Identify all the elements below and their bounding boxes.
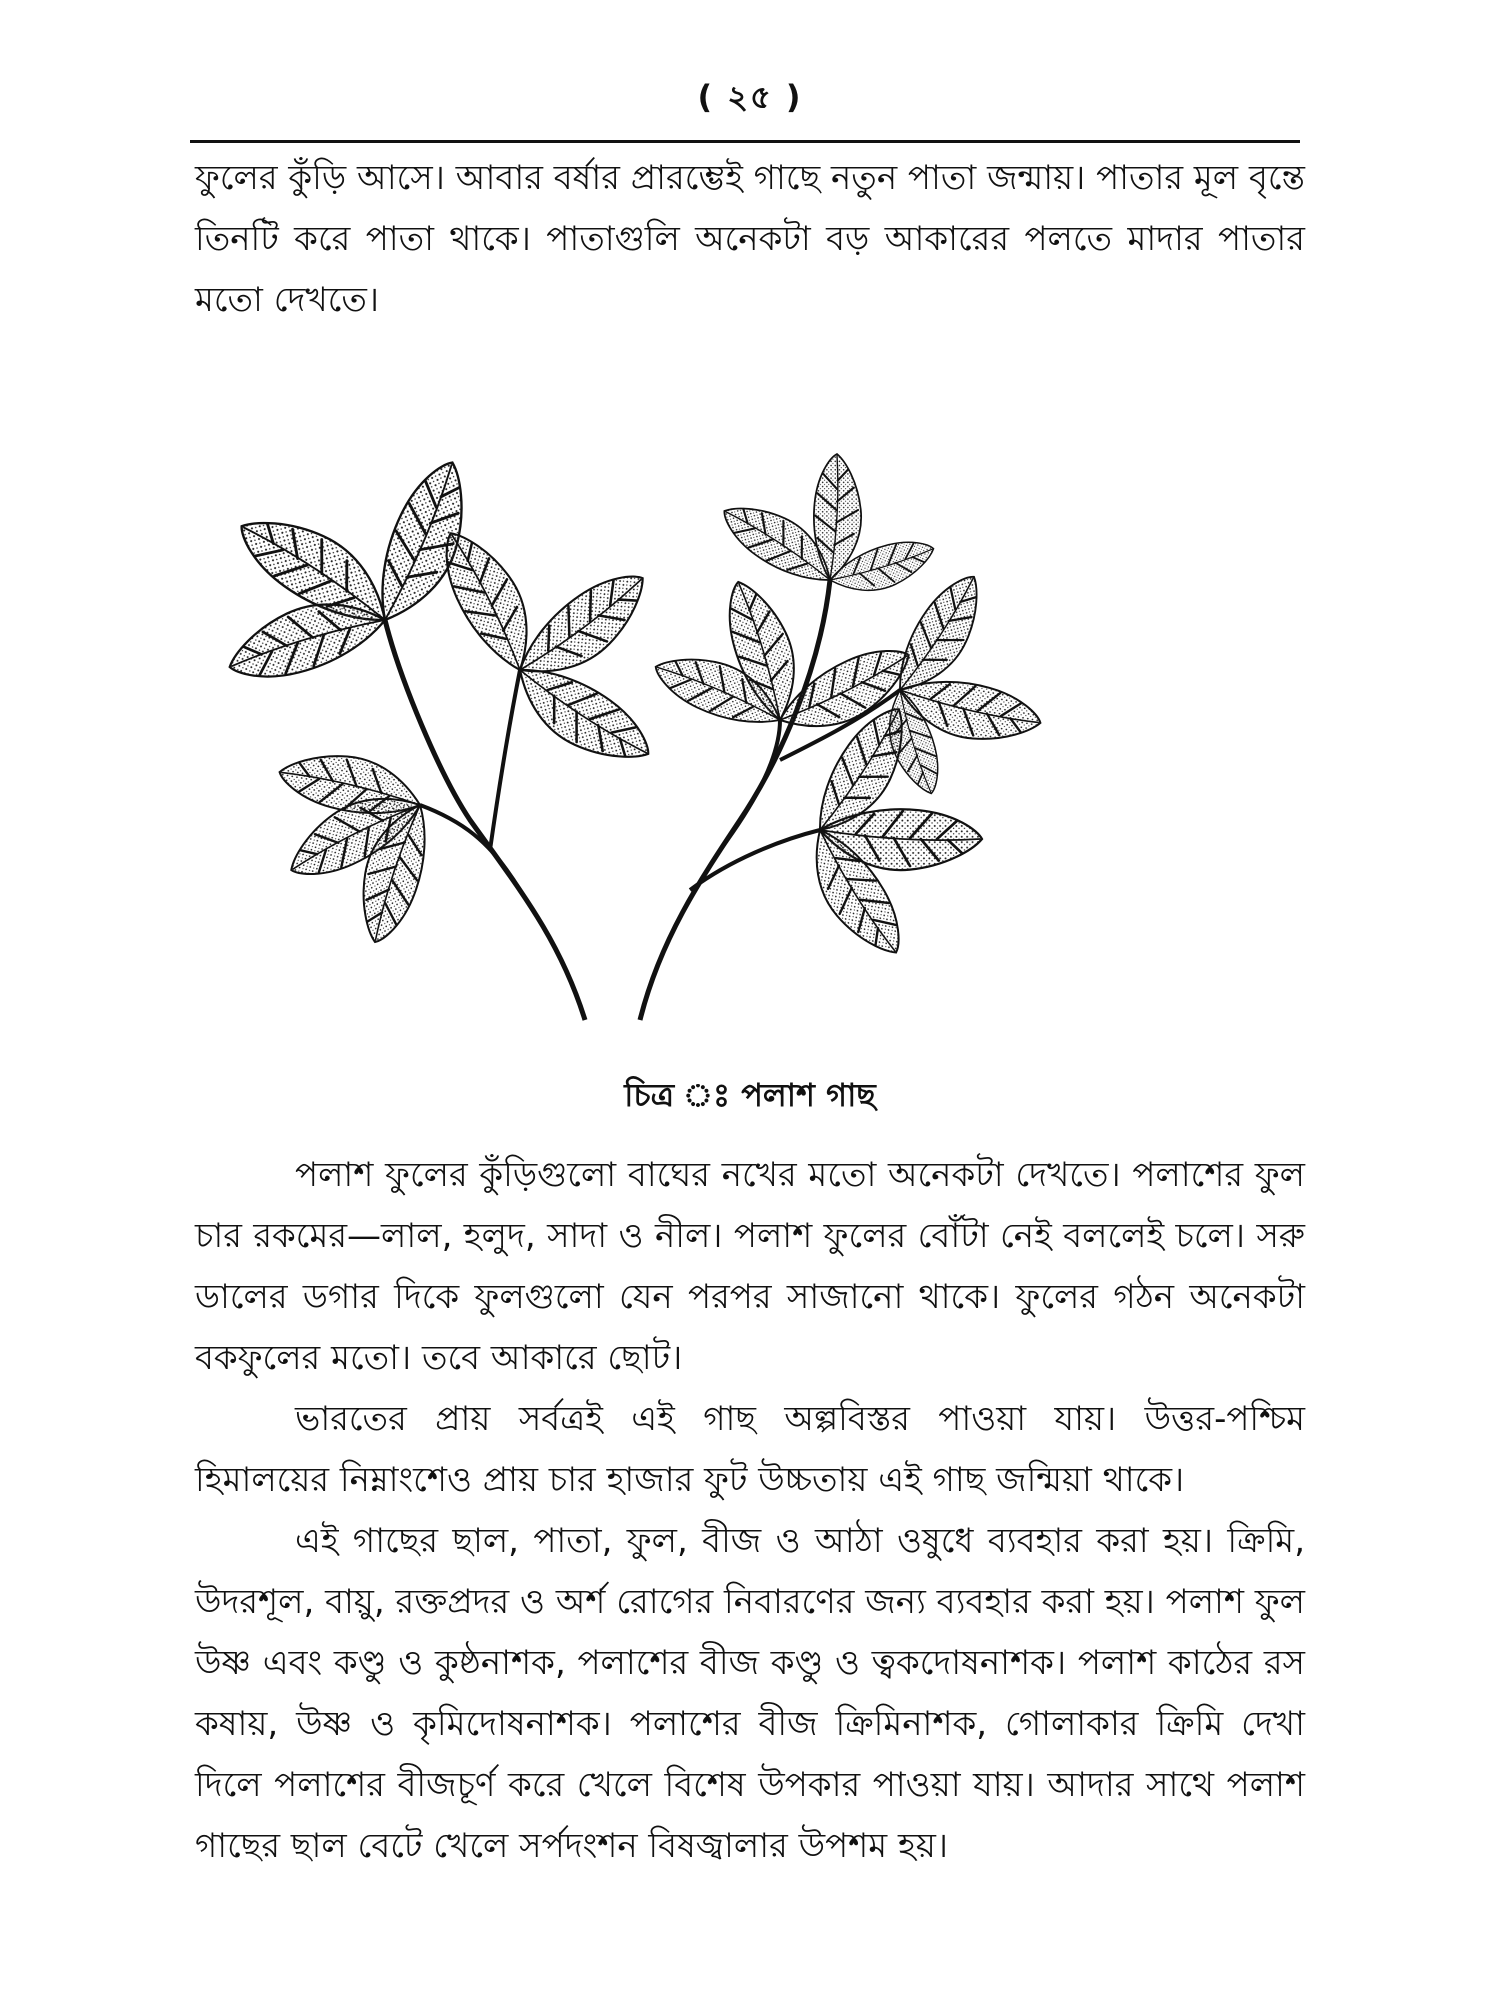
header-rule <box>190 140 1300 143</box>
body-paragraph-flowers: পলাশ ফুলের কুঁড়িগুলো বাঘের নখের মতো অনেকটা দেখতে। পলাশের ফুল চার রকমের—লাল, হলুদ, সাদা ও নীল। পলাশ ফুলের বোঁটা নেই বললেই চলে। সরু ডালের ডগার দিকে ফুলগুলো যেন পরপর সাজানো থাকে। ফুলের গঠন অনেকটা বকফুলের মতো। তবে আকারে ছোট। <box>195 1155 1305 1378</box>
body-paragraph-distribution: ভারতের প্রায় সর্বত্রই এই গাছ অল্পবিস্তর পাওয়া যায়। উত্তর-পশ্চিম হিমালয়ের নিম্নাংশেও প্রায় চার হাজার ফুট উচ্চতায় এই গাছ জন্মিয়া থাকে। <box>195 1399 1305 1500</box>
palash-leaf-branch-illustration <box>220 420 1260 1050</box>
body-text-block <box>195 1145 1305 1877</box>
intro-paragraph: ফুলের কুঁড়ি আসে। আবার বর্ষার প্রারম্ভেই গাছে নতুন পাতা জন্মায়। পাতার মূল বৃন্তে তিনটি করে পাতা থাকে। পাতাগুলি অনেকটা বড় আকারের পলতে মাদার পাতার মতো দেখতে। <box>195 158 1305 320</box>
page-number: ( ২৫ ) <box>697 78 803 116</box>
body-paragraph-medicinal-uses: এই গাছের ছাল, পাতা, ফুল, বীজ ও আঠা ওষুধে ব্যবহার করা হয়। ক্রিমি, উদরশূল, বায়ু, রক্তপ্রদর ও অর্শ রোগের নিবারণের জন্য ব্যবহার করা হয়। পলাশ ফুল উষ্ণ এবং কণ্ডু ও কুষ্ঠনাশক, পলাশের বীজ কণ্ডু ও ত্বকদোষনাশক। পলাশ কাঠের রস কষায়, উষ্ণ ও কৃমিদোষনাশক। পলাশের বীজ ক্রিমিনাশক, গোলাকার ক্রিমি দেখা দিলে পলাশের বীজচূর্ণ করে খেলে বিশেষ উপকার পাওয়া যায়। আদার সাথে পলাশ গাছের ছাল বেটে খেলে সর্পদংশন বিষজ্বালার উপশম হয়। <box>195 1521 1305 1866</box>
intro-text-block <box>195 148 1305 331</box>
figure-caption: চিত্র ঃ পলাশ গাছ <box>624 1076 876 1114</box>
